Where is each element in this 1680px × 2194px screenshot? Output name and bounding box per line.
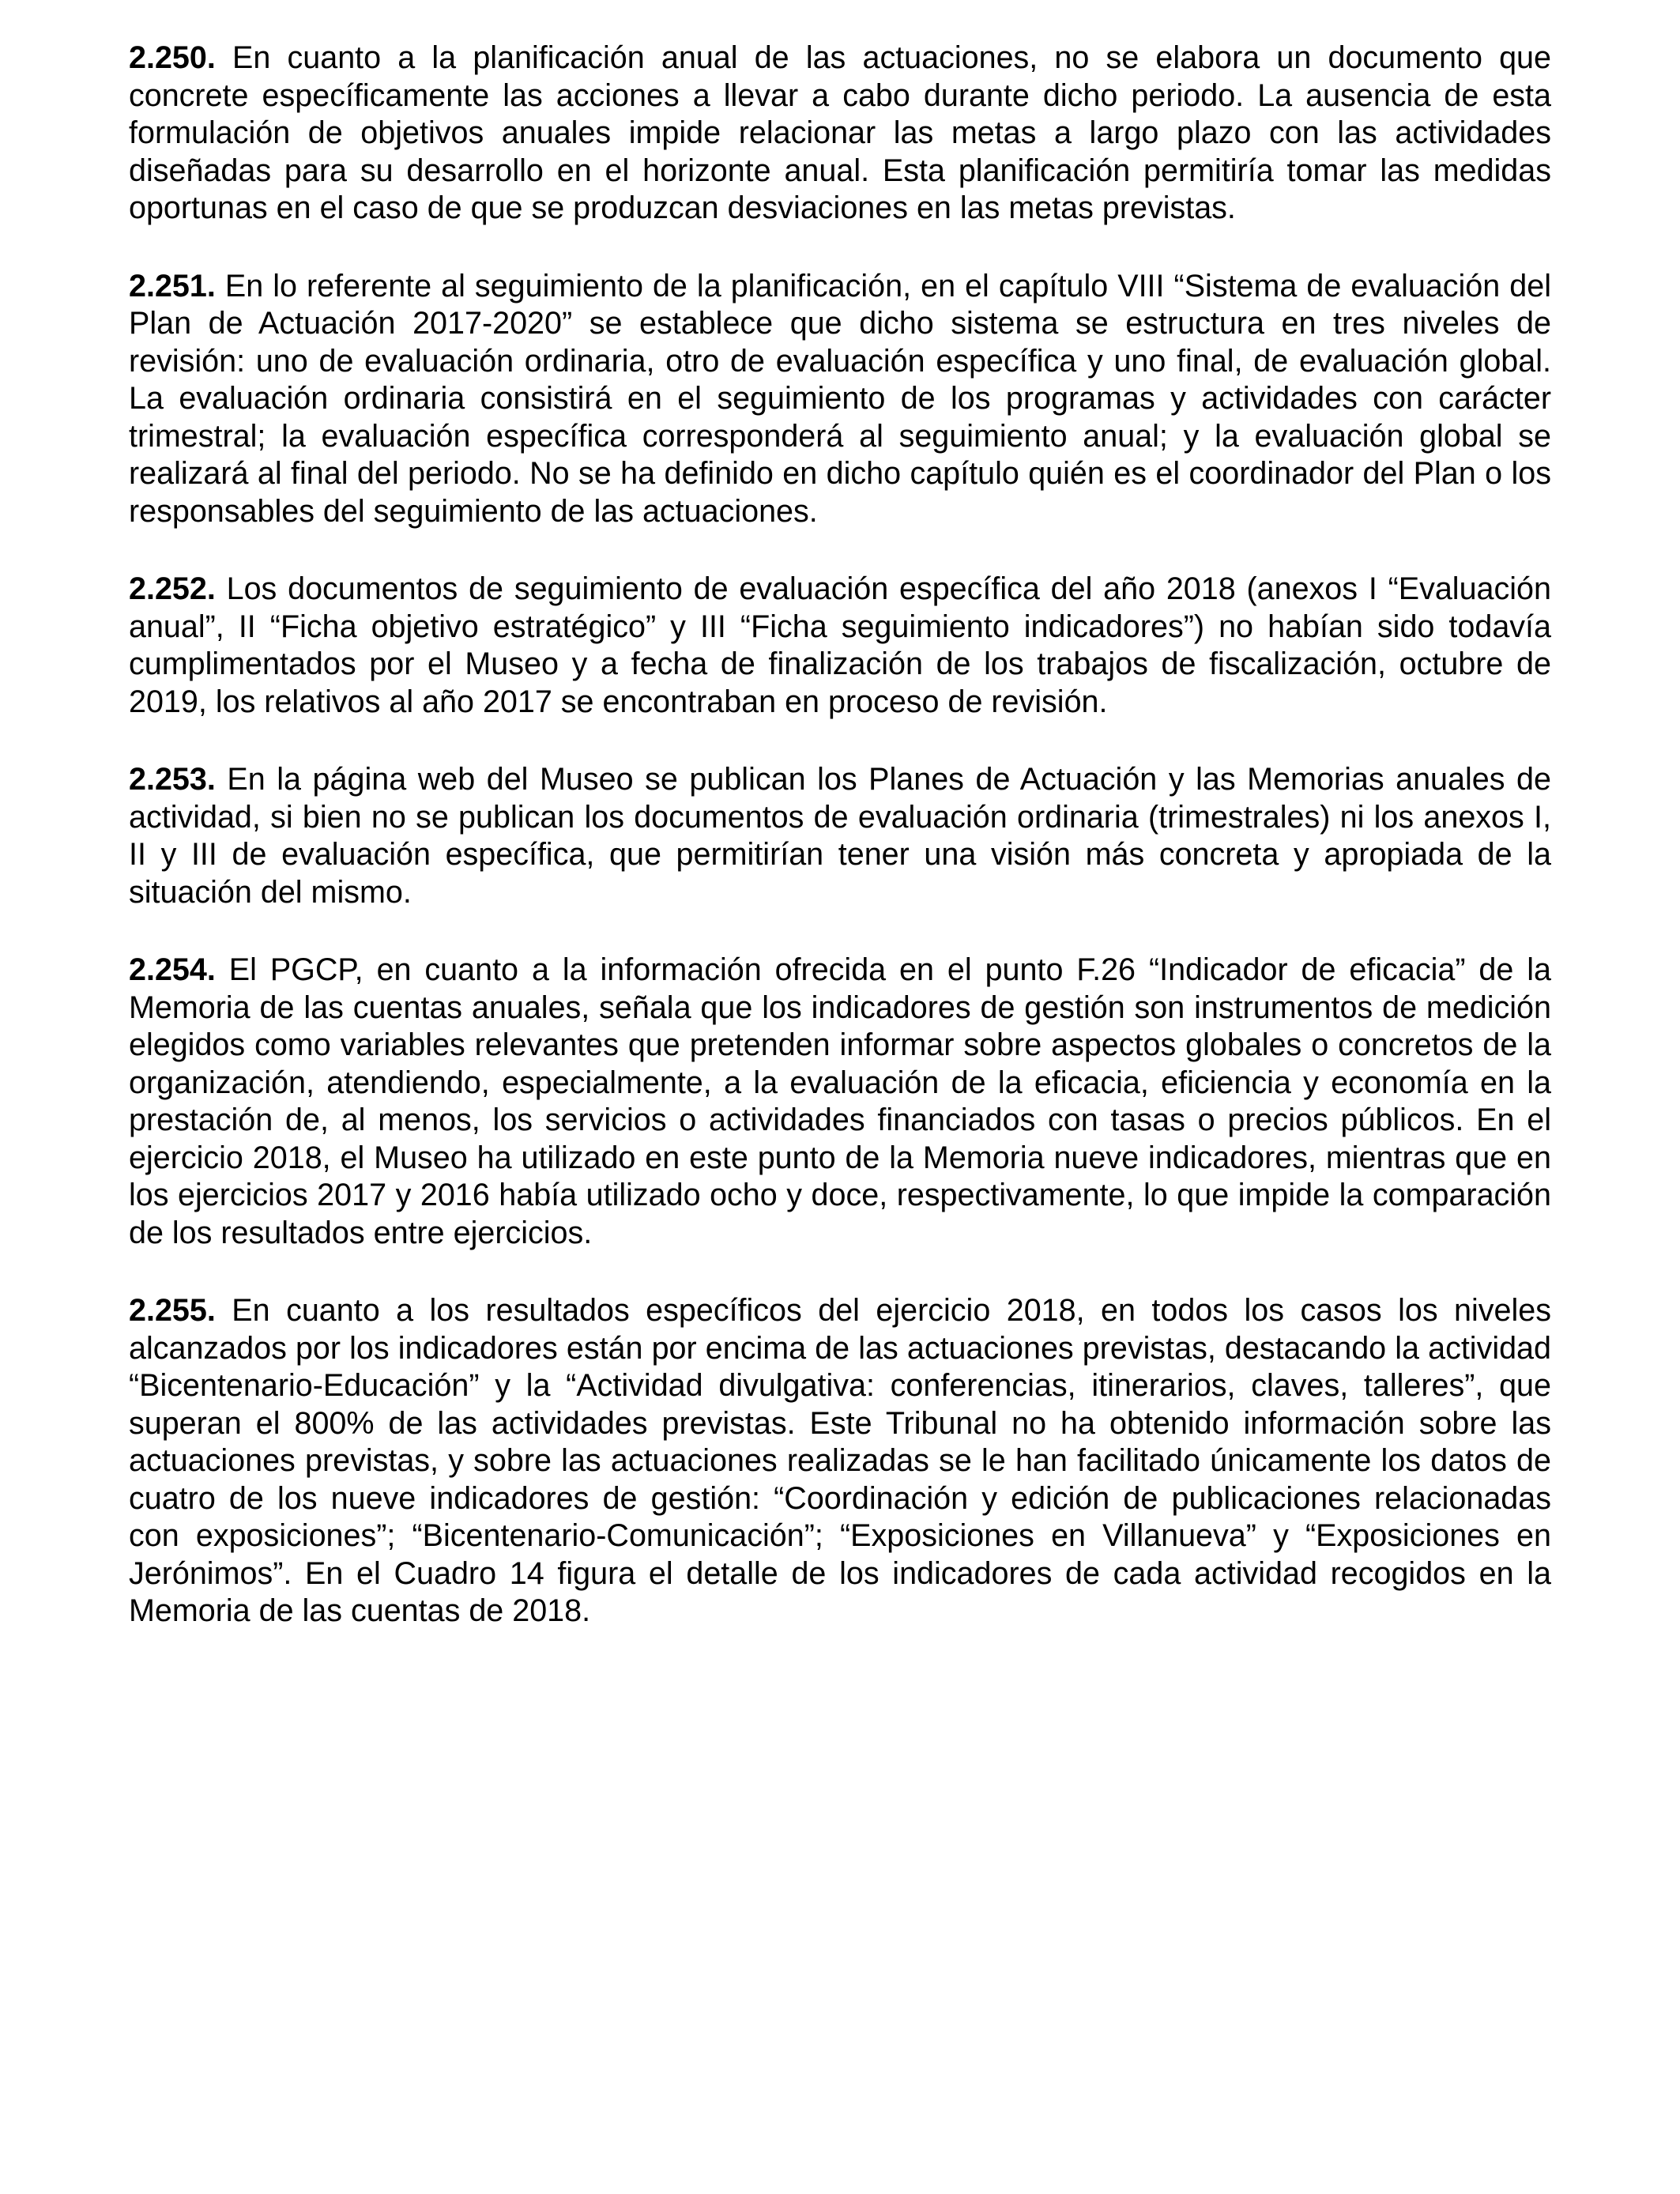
paragraph-text: En cuanto a los resultados específicos del ejercicio 2018, en todos los casos los niveles alcanzados por los indicadores están por encima de las actuaciones previstas, destacando la actividad “Bicentenario-Educación” y la “Actividad divulgativa: conferencias, itinerarios, claves, talleres”, que superan el 800% de las actividades previstas. Este Tribunal no ha obtenido información sobre las actuaciones previstas, y sobre las actuaciones realizadas se le han facilitado únicamente los datos de cuatro de los nueve indicadores de gestión: “Coordinación y edición de publicaciones relacionadas con exposiciones”; “Bicentenario-Comunicación”; “Exposiciones en Villanueva” y “Exposiciones en Jerónimos”. En el Cuadro 14 figura el detalle de los indicadores de cada actividad recogidos en la Memoria de las cuentas de 2018. xyxy=(129,1293,1551,1628)
paragraph-number: 2.255. xyxy=(129,1293,216,1328)
paragraph-2-251 xyxy=(129,268,1551,531)
paragraph-text: En cuanto a la planificación anual de las actuaciones, no se elabora un documento que concrete específicamente las acciones a llevar a cabo durante dicho periodo. La ausencia de esta formulación de objetivos anuales impide relacionar las metas a largo plazo con las actividades diseñadas para su desarrollo en el horizonte anual. Esta planificación permitiría tomar las medidas oportunas en el caso de que se produzcan desviaciones en las metas previstas. xyxy=(129,40,1551,225)
paragraph-text: En lo referente al seguimiento de la planificación, en el capítulo VIII “Sistema de evaluación del Plan de Actuación 2017-2020” se establece que dicho sistema se estructura en tres niveles de revisión: uno de evaluación ordinaria, otro de evaluación específica y uno final, de evaluación global. La evaluación ordinaria consistirá en el seguimiento de los programas y actividades con carácter trimestral; la evaluación específica corresponderá al seguimiento anual; y la evaluación global se realizará al final del periodo. No se ha definido en dicho capítulo quién es el coordinador del Plan o los responsables del seguimiento de las actuaciones. xyxy=(129,268,1551,529)
paragraph-2-253 xyxy=(129,761,1551,911)
paragraph-text: Los documentos de seguimiento de evaluación específica del año 2018 (anexos I “Evaluación anual”, II “Ficha objetivo estratégico” y III “Ficha seguimiento indicadores”) no habían sido todavía cumplimentados por el Museo y a fecha de finalización de los trabajos de fiscalización, octubre de 2019, los relativos al año 2017 se encontraban en proceso de revisión. xyxy=(129,571,1551,719)
paragraph-number: 2.252. xyxy=(129,571,216,606)
document-page xyxy=(129,40,1551,1671)
paragraph-2-254 xyxy=(129,952,1551,1252)
paragraph-number: 2.253. xyxy=(129,762,216,797)
paragraph-2-250 xyxy=(129,40,1551,228)
paragraph-2-252 xyxy=(129,571,1551,721)
paragraph-text: En la página web del Museo se publican los Planes de Actuación y las Memorias anuales de actividad, si bien no se publican los documentos de evaluación ordinaria (trimestrales) ni los anexos I, II y III de evaluación específica, que permitirían tener una visión más concreta y apropiada de la situación del mismo. xyxy=(129,762,1551,910)
paragraph-number: 2.250. xyxy=(129,40,216,75)
paragraph-2-255 xyxy=(129,1292,1551,1630)
paragraph-number: 2.254. xyxy=(129,952,216,987)
paragraph-text: El PGCP, en cuanto a la información ofrecida en el punto F.26 “Indicador de eficacia” de la Memoria de las cuentas anuales, señala que los indicadores de gestión son instrumentos de medición elegidos como variables relevantes que pretenden informar sobre aspectos globales o concretos de la organización, atendiendo, especialmente, a la evaluación de la eficacia, eficiencia y economía en la prestación de, al menos, los servicios o actividades financiados con tasas o precios públicos. En el ejercicio 2018, el Museo ha utilizado en este punto de la Memoria nueve indicadores, mientras que en los ejercicios 2017 y 2016 había utilizado ocho y doce, respectivamente, lo que impide la comparación de los resultados entre ejercicios. xyxy=(129,952,1551,1250)
paragraph-number: 2.251. xyxy=(129,268,216,303)
